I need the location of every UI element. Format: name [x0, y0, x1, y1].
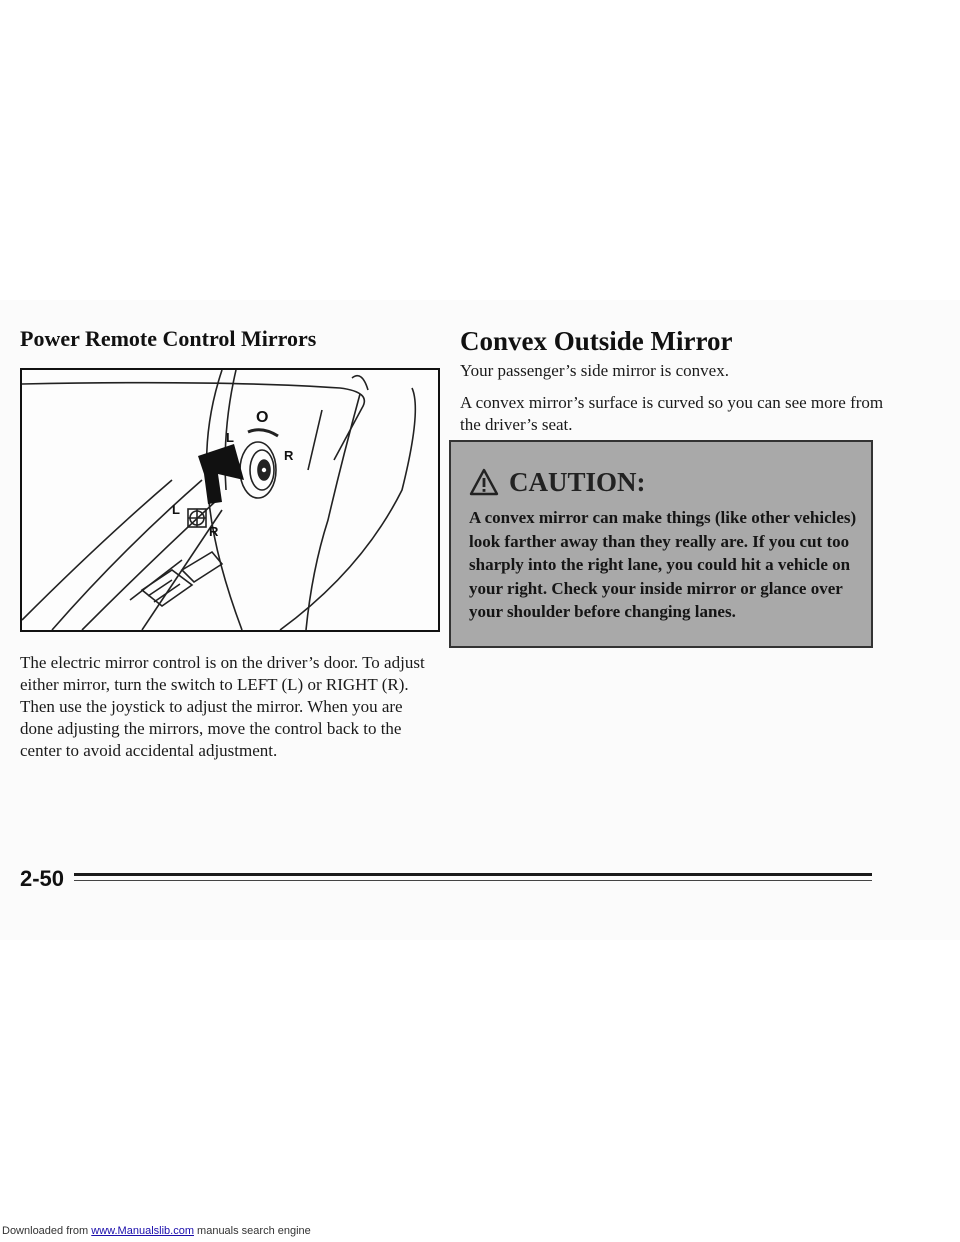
caution-text: A convex mirror can make things (like other vehicles) look farther away than they really are. If you cut too sharply into the right lane, you could hit a vehicle on your right. Check your inside mirror or glance over your shoulder before changing lanes.: [469, 508, 857, 621]
section-title-power-mirrors: Power Remote Control Mirrors: [20, 326, 317, 351]
footer-prefix: Downloaded from: [2, 1225, 92, 1237]
convex-paragraph-2: A convex mirror’s surface is curved so you can see more from the driver’s seat.: [460, 393, 884, 434]
footer-rule: [74, 873, 872, 876]
caution-header: [469, 464, 646, 500]
warning-triangle-icon: [469, 468, 499, 496]
label-right: R: [284, 448, 294, 463]
convex-paragraph-1: Your passenger’s side mirror is convex.: [460, 361, 729, 380]
mirror-switch-drawing: [22, 370, 438, 630]
label-left: L: [226, 430, 234, 445]
caution-label: CAUTION:: [509, 466, 646, 497]
arrow-icon: [198, 444, 244, 504]
manualslib-link[interactable]: www.Manualslib.com: [91, 1225, 194, 1237]
download-footer: [2, 1225, 311, 1237]
label-window-left: L: [172, 502, 180, 517]
page-number: 2-50: [20, 866, 65, 891]
mirror-control-paragraph: The electric mirror control is on the driver’s door. To adjust either mirror, turn the switch to LEFT (L) or RIGHT (R). Then use the joystick to adjust the mirror. When you are done adjusting the mirrors, move the control back to the center to avoid accidental adjustment.: [20, 653, 425, 760]
footer-rule-thin: [74, 880, 872, 881]
label-off: O: [256, 409, 269, 426]
section-title-convex-mirror: Convex Outside Mirror: [460, 326, 733, 356]
label-window-right: R: [209, 524, 219, 539]
caution-box: [449, 440, 873, 648]
footer-suffix: manuals search engine: [193, 1225, 311, 1237]
mirror-control-illustration: [20, 368, 440, 632]
